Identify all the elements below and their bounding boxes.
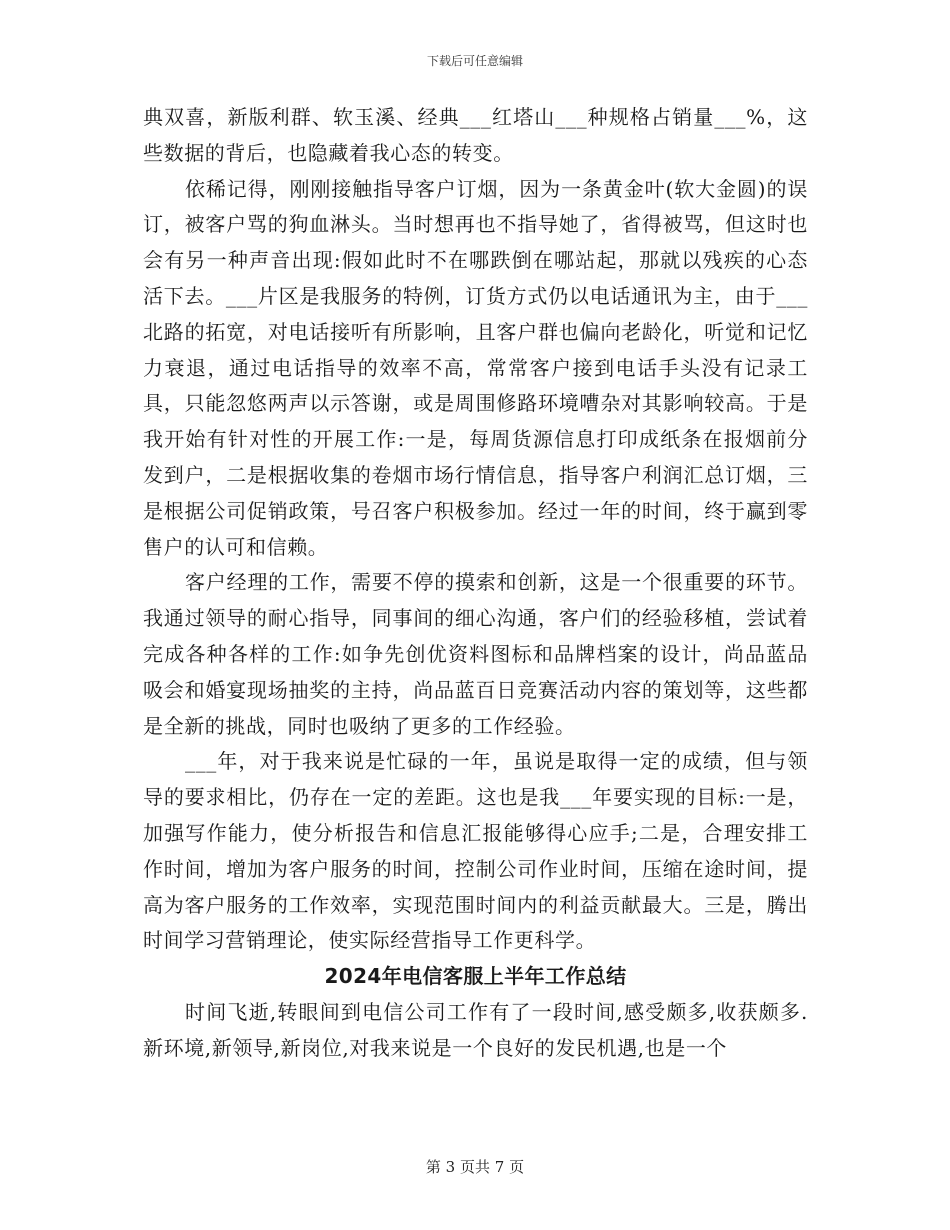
paragraph-3: 客户经理的工作，需要不停的摸索和创新，这是一个很重要的环节。我通过领导的耐心指导，同事间的细心沟通，客户们的经验移植，尝试着完成各种各样的工作:如争先创优资料图标和品牌档案的设计，尚品蓝品吸会和婚宴现场抽奖的主持，尚品蓝百日竞赛活动内容的策划等，这些都是全新的挑战，同时也吸纳了更多的工作经验。 xyxy=(143,570,808,738)
section-title: 2024年电信客服上半年工作总结 xyxy=(324,964,627,989)
document-body xyxy=(143,100,808,1067)
page-header-note: 下载后可任意编辑 xyxy=(426,54,523,68)
paragraph-2: 依稀记得，刚刚接触指导客户订烟，因为一条黄金叶(软大金圆)的误订，被客户骂的狗血淋头。当时想再也不指导她了，省得被骂，但这时也会有另一种声音出现:假如此时不在哪跌倒在哪站起，那就以残疾的心态活下去。___片区是我服务的特例，订货方式仍以电话通讯为主，由于___北路的拓宽，对电话接听有所影响，且客户群也偏向老龄化，听觉和记忆力衰退，通过电话指导的效率不高，常常客户接到电话手头没有记录工具，只能忽悠两声以示答谢，或是周围修路环境嘈杂对其影响较高。于是我开始有针对性的开展工作:一是，每周货源信息打印成纸条在报烟前分发到户，二是根据收集的卷烟市场行情信息，指导客户利润汇总订烟，三是根据公司促销政策，号召客户积极参加。经过一年的时间，终于赢到零售户的认可和信赖。 xyxy=(143,176,808,559)
paragraph-4: ___年，对于我来说是忙碌的一年，虽说是取得一定的成绩，但与领导的要求相比，仍存在一定的差距。这也是我___年要实现的目标:一是，加强写作能力，使分析报告和信息汇报能够得心应手;二是，合理安排工作时间，增加为客户服务的时间，控制公司作业时间，压缩在途时间，提高为客户服务的工作效率，实现范围时间内的利益贡献最大。三是，腾出时间学习营销理论，使实际经营指导工作更科学。 xyxy=(143,749,808,953)
page-number-footer: 第 3 页共 7 页 xyxy=(425,1158,525,1176)
paragraph-1: 典双喜，新版利群、软玉溪、经典___红塔山___种规格占销量___%，这些数据的背后，也隐藏着我心态的转变。 xyxy=(143,105,808,165)
paragraph-5: 时间飞逝,转眼间到电信公司工作有了一段时间,感受颇多,收获颇多.新环境,新领导,新岗位,对我来说是一个良好的发民机遇,也是一个 xyxy=(143,999,808,1060)
